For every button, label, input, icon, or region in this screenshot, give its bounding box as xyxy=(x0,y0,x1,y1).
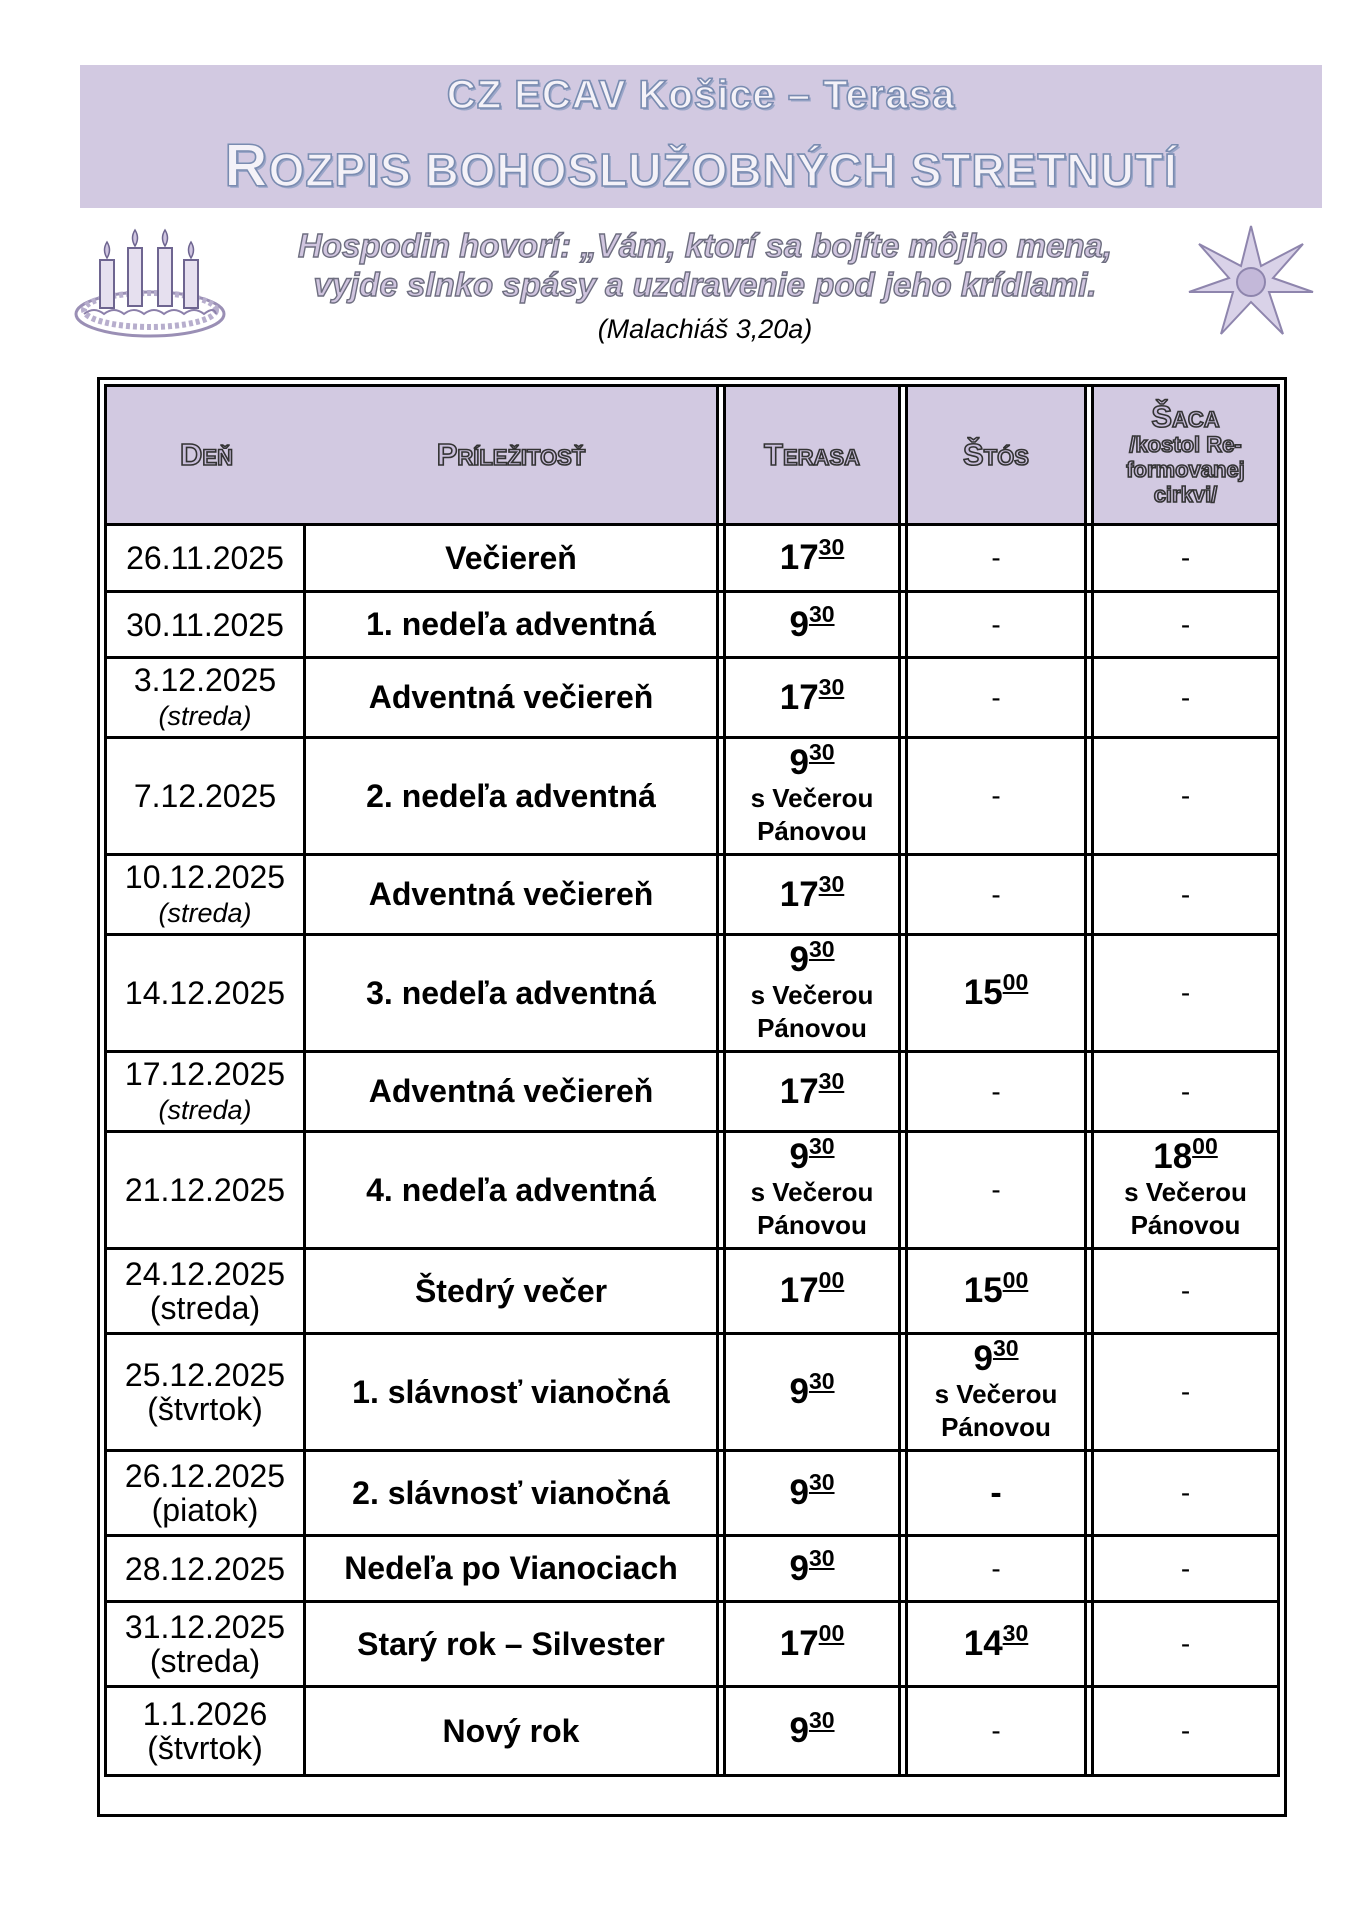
column-separator xyxy=(716,384,726,526)
occasion-cell: Starý rok – Silvester xyxy=(306,1603,716,1688)
date-cell xyxy=(104,659,306,739)
saca-dash: - xyxy=(1180,1376,1191,1407)
column-header-stos: Štós xyxy=(908,384,1084,526)
terasa-cell xyxy=(726,1133,898,1250)
terasa-time xyxy=(779,673,845,717)
column-header-day: Deň xyxy=(104,384,306,526)
table-header-row xyxy=(104,384,1280,526)
column-separator xyxy=(898,1133,908,1250)
column-separator xyxy=(1084,1133,1094,1250)
saca-cell xyxy=(1094,739,1280,856)
bible-verse-line-1: Hospodin hovorí: „Vám, ktorí sa bojíte môjho mena, xyxy=(297,227,1113,264)
terasa-minutes: 30 xyxy=(818,534,845,560)
terasa-minutes: 30 xyxy=(818,1067,845,1094)
advent-wreath-icon xyxy=(70,222,228,342)
column-separator xyxy=(716,1335,726,1452)
terasa-time xyxy=(789,1469,835,1512)
terasa-lords-supper-note: s Večerou Pánovou xyxy=(750,1177,874,1240)
terasa-cell xyxy=(726,1688,898,1777)
service-date: 17.12.2025 xyxy=(124,1055,286,1092)
column-separator xyxy=(716,1053,726,1133)
star-icon xyxy=(1185,222,1317,340)
saca-cell xyxy=(1094,856,1280,936)
column-separator xyxy=(1084,659,1094,739)
schedule-table xyxy=(104,384,1280,1777)
saca-cell xyxy=(1094,1250,1280,1335)
column-separator xyxy=(898,856,908,936)
service-weekday: (štvrtok) xyxy=(147,1391,263,1427)
stos-minutes: 00 xyxy=(1002,969,1029,995)
column-separator xyxy=(1084,1603,1094,1688)
date-cell xyxy=(104,1133,306,1250)
terasa-hour: 9 xyxy=(789,1711,809,1750)
stos-minutes: 30 xyxy=(1002,1620,1029,1646)
stos-minutes: 30 xyxy=(992,1335,1019,1361)
stos-time xyxy=(963,1267,1029,1310)
service-date: 31.12.2025 xyxy=(124,1609,286,1645)
stos-dash: - xyxy=(990,1473,1002,1512)
column-separator xyxy=(898,1688,908,1777)
column-separator xyxy=(1084,526,1094,593)
column-separator xyxy=(1084,1537,1094,1603)
stos-dash: - xyxy=(991,608,1001,640)
occasion-cell: 2. slávnosť vianočná xyxy=(306,1452,716,1537)
stos-dash: - xyxy=(991,542,1001,573)
terasa-minutes: 00 xyxy=(818,1267,845,1293)
service-weekday: (streda) xyxy=(149,1290,261,1326)
terasa-cell xyxy=(726,1335,898,1452)
terasa-cell xyxy=(726,1603,898,1688)
table-row xyxy=(104,1053,1280,1133)
saca-dash: - xyxy=(1180,1715,1191,1746)
saca-minutes: 00 xyxy=(1192,1133,1218,1159)
terasa-hour: 17 xyxy=(779,1624,819,1663)
bible-verse-reference: (Malachiáš 3,20a) xyxy=(597,314,813,344)
terasa-cell xyxy=(726,1452,898,1537)
column-header-saca-note-3: cirkvi/ xyxy=(1153,481,1218,507)
table-row xyxy=(104,526,1280,593)
date-cell xyxy=(104,593,306,659)
stos-cell xyxy=(908,856,1084,936)
column-separator xyxy=(898,1603,908,1688)
terasa-minutes: 00 xyxy=(818,1620,845,1646)
column-separator xyxy=(716,593,726,659)
terasa-hour: 17 xyxy=(779,1271,819,1310)
saca-dash: - xyxy=(1180,1552,1191,1584)
service-date: 21.12.2025 xyxy=(124,1172,286,1208)
column-separator xyxy=(1084,593,1094,659)
stos-hour: 15 xyxy=(963,1271,1003,1310)
saca-cell xyxy=(1094,936,1280,1053)
stos-time xyxy=(963,1620,1029,1663)
column-separator xyxy=(716,936,726,1053)
saca-cell xyxy=(1094,1053,1280,1133)
occasion-cell: 3. nedeľa adventná xyxy=(306,936,716,1053)
occasion-cell: Nový rok xyxy=(306,1688,716,1777)
stos-hour: 9 xyxy=(973,1339,993,1378)
stos-dash: - xyxy=(991,1715,1001,1746)
column-header-terasa: Terasa xyxy=(726,384,898,526)
stos-cell xyxy=(908,659,1084,739)
table-row xyxy=(104,739,1280,856)
saca-dash: - xyxy=(1180,542,1191,573)
service-date: 30.11.2025 xyxy=(126,606,284,643)
terasa-minutes: 30 xyxy=(808,1469,835,1495)
terasa-hour: 9 xyxy=(789,1137,809,1176)
saca-dash: - xyxy=(1180,681,1191,713)
stos-dash: - xyxy=(991,1075,1001,1107)
column-separator xyxy=(898,1250,908,1335)
terasa-minutes: 30 xyxy=(818,673,845,700)
terasa-time xyxy=(779,870,845,914)
saca-dash: - xyxy=(1180,780,1191,811)
terasa-cell xyxy=(726,659,898,739)
column-separator xyxy=(898,936,908,1053)
terasa-minutes: 30 xyxy=(808,600,835,627)
service-date: 14.12.2025 xyxy=(124,975,286,1011)
saca-dash: - xyxy=(1180,878,1191,910)
terasa-cell xyxy=(726,526,898,593)
column-separator xyxy=(716,1250,726,1335)
table-row xyxy=(104,856,1280,936)
date-cell xyxy=(104,1250,306,1335)
table-row xyxy=(104,1603,1280,1688)
table-row xyxy=(104,593,1280,659)
column-header-occasion: Príležitosť xyxy=(306,384,716,526)
terasa-time xyxy=(789,936,835,979)
stos-cell xyxy=(908,1133,1084,1250)
terasa-minutes: 30 xyxy=(808,1544,835,1571)
column-separator xyxy=(1084,1452,1094,1537)
saca-cell xyxy=(1094,593,1280,659)
column-header-saca xyxy=(1094,384,1280,526)
terasa-time xyxy=(789,1133,835,1176)
stos-cell xyxy=(908,1537,1084,1603)
column-separator xyxy=(1084,1053,1094,1133)
terasa-cell xyxy=(726,739,898,856)
page-title-initial: R xyxy=(224,132,269,199)
service-date: 25.12.2025 xyxy=(124,1357,286,1393)
terasa-time xyxy=(779,1067,845,1111)
terasa-time xyxy=(789,1368,835,1411)
stos-time xyxy=(973,1335,1019,1378)
saca-cell xyxy=(1094,526,1280,593)
service-date: 24.12.2025 xyxy=(124,1256,286,1292)
occasion-cell: Večiereň xyxy=(306,526,716,593)
occasion-cell: 1. slávnosť vianočná xyxy=(306,1335,716,1452)
stos-cell xyxy=(908,526,1084,593)
column-separator xyxy=(898,384,908,526)
table-row xyxy=(104,1452,1280,1537)
service-weekday: (streda) xyxy=(149,1643,261,1679)
date-cell xyxy=(104,1688,306,1777)
occasion-cell: 4. nedeľa adventná xyxy=(306,1133,716,1250)
stos-dash: - xyxy=(991,1174,1001,1205)
stos-dash: - xyxy=(991,681,1001,713)
date-cell xyxy=(104,856,306,936)
stos-time xyxy=(963,969,1029,1012)
saca-time xyxy=(1153,1133,1218,1176)
date-cell xyxy=(104,1452,306,1537)
column-separator xyxy=(716,1603,726,1688)
saca-dash: - xyxy=(1180,1075,1191,1107)
table-row xyxy=(104,1133,1280,1250)
column-separator xyxy=(716,856,726,936)
column-separator xyxy=(716,1133,726,1250)
table-row xyxy=(104,659,1280,739)
terasa-time xyxy=(779,1267,845,1310)
saca-cell xyxy=(1094,1603,1280,1688)
table-row xyxy=(104,1250,1280,1335)
occasion-cell: 1. nedeľa adventná xyxy=(306,593,716,659)
terasa-time xyxy=(779,1620,845,1663)
table-row xyxy=(104,936,1280,1053)
column-separator xyxy=(898,593,908,659)
column-separator xyxy=(898,1452,908,1537)
stos-cell xyxy=(908,1335,1084,1452)
service-weekday: (piatok) xyxy=(151,1492,259,1528)
column-separator xyxy=(716,659,726,739)
terasa-time xyxy=(789,1544,835,1588)
table-row xyxy=(104,1688,1280,1777)
saca-cell xyxy=(1094,659,1280,739)
column-separator xyxy=(1084,1688,1094,1777)
stos-minutes: 00 xyxy=(1002,1267,1029,1293)
column-separator xyxy=(716,526,726,593)
stos-cell xyxy=(908,593,1084,659)
date-cell xyxy=(104,936,306,1053)
occasion-cell: Adventná večiereň xyxy=(306,856,716,936)
stos-dash: - xyxy=(991,878,1001,910)
service-date: 10.12.2025 xyxy=(124,858,286,895)
service-weekday: (streda) xyxy=(158,700,252,731)
terasa-cell xyxy=(726,936,898,1053)
column-separator xyxy=(898,1537,908,1603)
saca-hour: 18 xyxy=(1153,1137,1193,1176)
terasa-minutes: 30 xyxy=(808,739,835,765)
stos-cell xyxy=(908,1603,1084,1688)
service-date: 26.11.2025 xyxy=(126,540,284,576)
terasa-hour: 9 xyxy=(789,1548,809,1588)
stos-cell xyxy=(908,1452,1084,1537)
service-date: 28.12.2025 xyxy=(124,1550,286,1587)
terasa-hour: 17 xyxy=(779,1071,819,1111)
column-separator xyxy=(1084,936,1094,1053)
column-header-saca-note-1: /kostol Re- xyxy=(1129,431,1242,457)
service-date: 3.12.2025 xyxy=(133,661,277,698)
terasa-minutes: 30 xyxy=(818,870,845,897)
terasa-hour: 17 xyxy=(779,538,819,577)
bible-verse xyxy=(230,226,1180,304)
terasa-cell xyxy=(726,593,898,659)
column-separator xyxy=(1084,384,1094,526)
stos-cell xyxy=(908,1053,1084,1133)
terasa-minutes: 30 xyxy=(808,1707,835,1733)
column-separator xyxy=(1084,1335,1094,1452)
column-separator xyxy=(898,739,908,856)
column-header-saca-note-2: formovanej xyxy=(1126,456,1245,482)
column-separator xyxy=(716,739,726,856)
occasion-cell: 2. nedeľa adventná xyxy=(306,739,716,856)
column-separator xyxy=(716,1537,726,1603)
date-cell xyxy=(104,1537,306,1603)
date-cell xyxy=(104,1335,306,1452)
terasa-time xyxy=(789,1707,835,1750)
column-separator xyxy=(716,1452,726,1537)
page-title-rest: OZPIS BOHOSLUŽOBNÝCH STRETNUTÍ xyxy=(268,144,1178,196)
saca-cell xyxy=(1094,1335,1280,1452)
saca-dash: - xyxy=(1180,608,1191,640)
saca-lords-supper-note: s Večerou Pánovou xyxy=(1124,1177,1247,1240)
terasa-hour: 17 xyxy=(779,677,819,717)
terasa-cell xyxy=(726,1053,898,1133)
stos-hour: 15 xyxy=(963,973,1003,1012)
occasion-cell: Nedeľa po Vianociach xyxy=(306,1537,716,1603)
saca-cell xyxy=(1094,1688,1280,1777)
stos-cell xyxy=(908,739,1084,856)
column-separator xyxy=(1084,856,1094,936)
schedule-body xyxy=(104,526,1280,1777)
terasa-lords-supper-note: s Večerou Pánovou xyxy=(750,980,874,1043)
saca-cell xyxy=(1094,1452,1280,1537)
bible-verse-line-2: vyjde slnko spásy a uzdravenie pod jeho krídlami. xyxy=(313,266,1097,303)
terasa-time xyxy=(789,600,835,644)
service-weekday: (streda) xyxy=(158,1094,252,1125)
stos-hour: 14 xyxy=(963,1624,1003,1663)
column-separator xyxy=(1084,739,1094,856)
service-weekday: (štvrtok) xyxy=(147,1730,263,1766)
terasa-cell xyxy=(726,1250,898,1335)
terasa-cell xyxy=(726,1537,898,1603)
stos-cell xyxy=(908,1688,1084,1777)
stos-dash: - xyxy=(991,1552,1001,1584)
saca-dash: - xyxy=(1180,977,1191,1008)
column-separator xyxy=(1084,1250,1094,1335)
column-separator xyxy=(898,659,908,739)
occasion-cell: Adventná večiereň xyxy=(306,1053,716,1133)
date-cell xyxy=(104,1053,306,1133)
terasa-hour: 17 xyxy=(779,874,819,914)
occasion-cell: Adventná večiereň xyxy=(306,659,716,739)
saca-cell xyxy=(1094,1537,1280,1603)
table-row xyxy=(104,1537,1280,1603)
terasa-time xyxy=(779,534,845,577)
terasa-cell xyxy=(726,856,898,936)
column-separator xyxy=(898,1335,908,1452)
service-weekday: (streda) xyxy=(158,897,252,928)
stos-lords-supper-note: s Večerou Pánovou xyxy=(934,1379,1058,1442)
table-row xyxy=(104,1335,1280,1452)
terasa-lords-supper-note: s Večerou Pánovou xyxy=(750,783,874,846)
date-cell xyxy=(104,1603,306,1688)
service-date: 1.1.2026 xyxy=(142,1696,268,1732)
saca-dash: - xyxy=(1180,1628,1191,1659)
terasa-minutes: 30 xyxy=(808,1133,835,1159)
stos-dash: - xyxy=(991,780,1001,811)
saca-dash: - xyxy=(1180,1477,1191,1508)
column-separator xyxy=(898,526,908,593)
terasa-hour: 9 xyxy=(789,604,809,644)
church-name: CZ ECAV Košice – Terasa xyxy=(446,73,956,117)
terasa-hour: 9 xyxy=(789,940,809,979)
header-band xyxy=(80,65,1322,208)
terasa-minutes: 30 xyxy=(808,1368,835,1394)
terasa-minutes: 30 xyxy=(808,936,835,962)
saca-dash: - xyxy=(1180,1275,1191,1306)
occasion-cell: Štedrý večer xyxy=(306,1250,716,1335)
stos-cell xyxy=(908,1250,1084,1335)
column-header-saca-name: Šaca xyxy=(1151,398,1220,434)
date-cell xyxy=(104,739,306,856)
page-title xyxy=(80,131,1322,200)
column-separator xyxy=(716,1688,726,1777)
terasa-hour: 9 xyxy=(789,1372,809,1411)
stos-cell xyxy=(908,936,1084,1053)
terasa-hour: 9 xyxy=(789,1473,809,1512)
service-date: 7.12.2025 xyxy=(133,778,277,814)
column-separator xyxy=(898,1053,908,1133)
date-cell xyxy=(104,526,306,593)
service-date: 26.12.2025 xyxy=(124,1458,286,1494)
saca-cell xyxy=(1094,1133,1280,1250)
terasa-time xyxy=(789,739,835,782)
terasa-hour: 9 xyxy=(789,743,809,782)
